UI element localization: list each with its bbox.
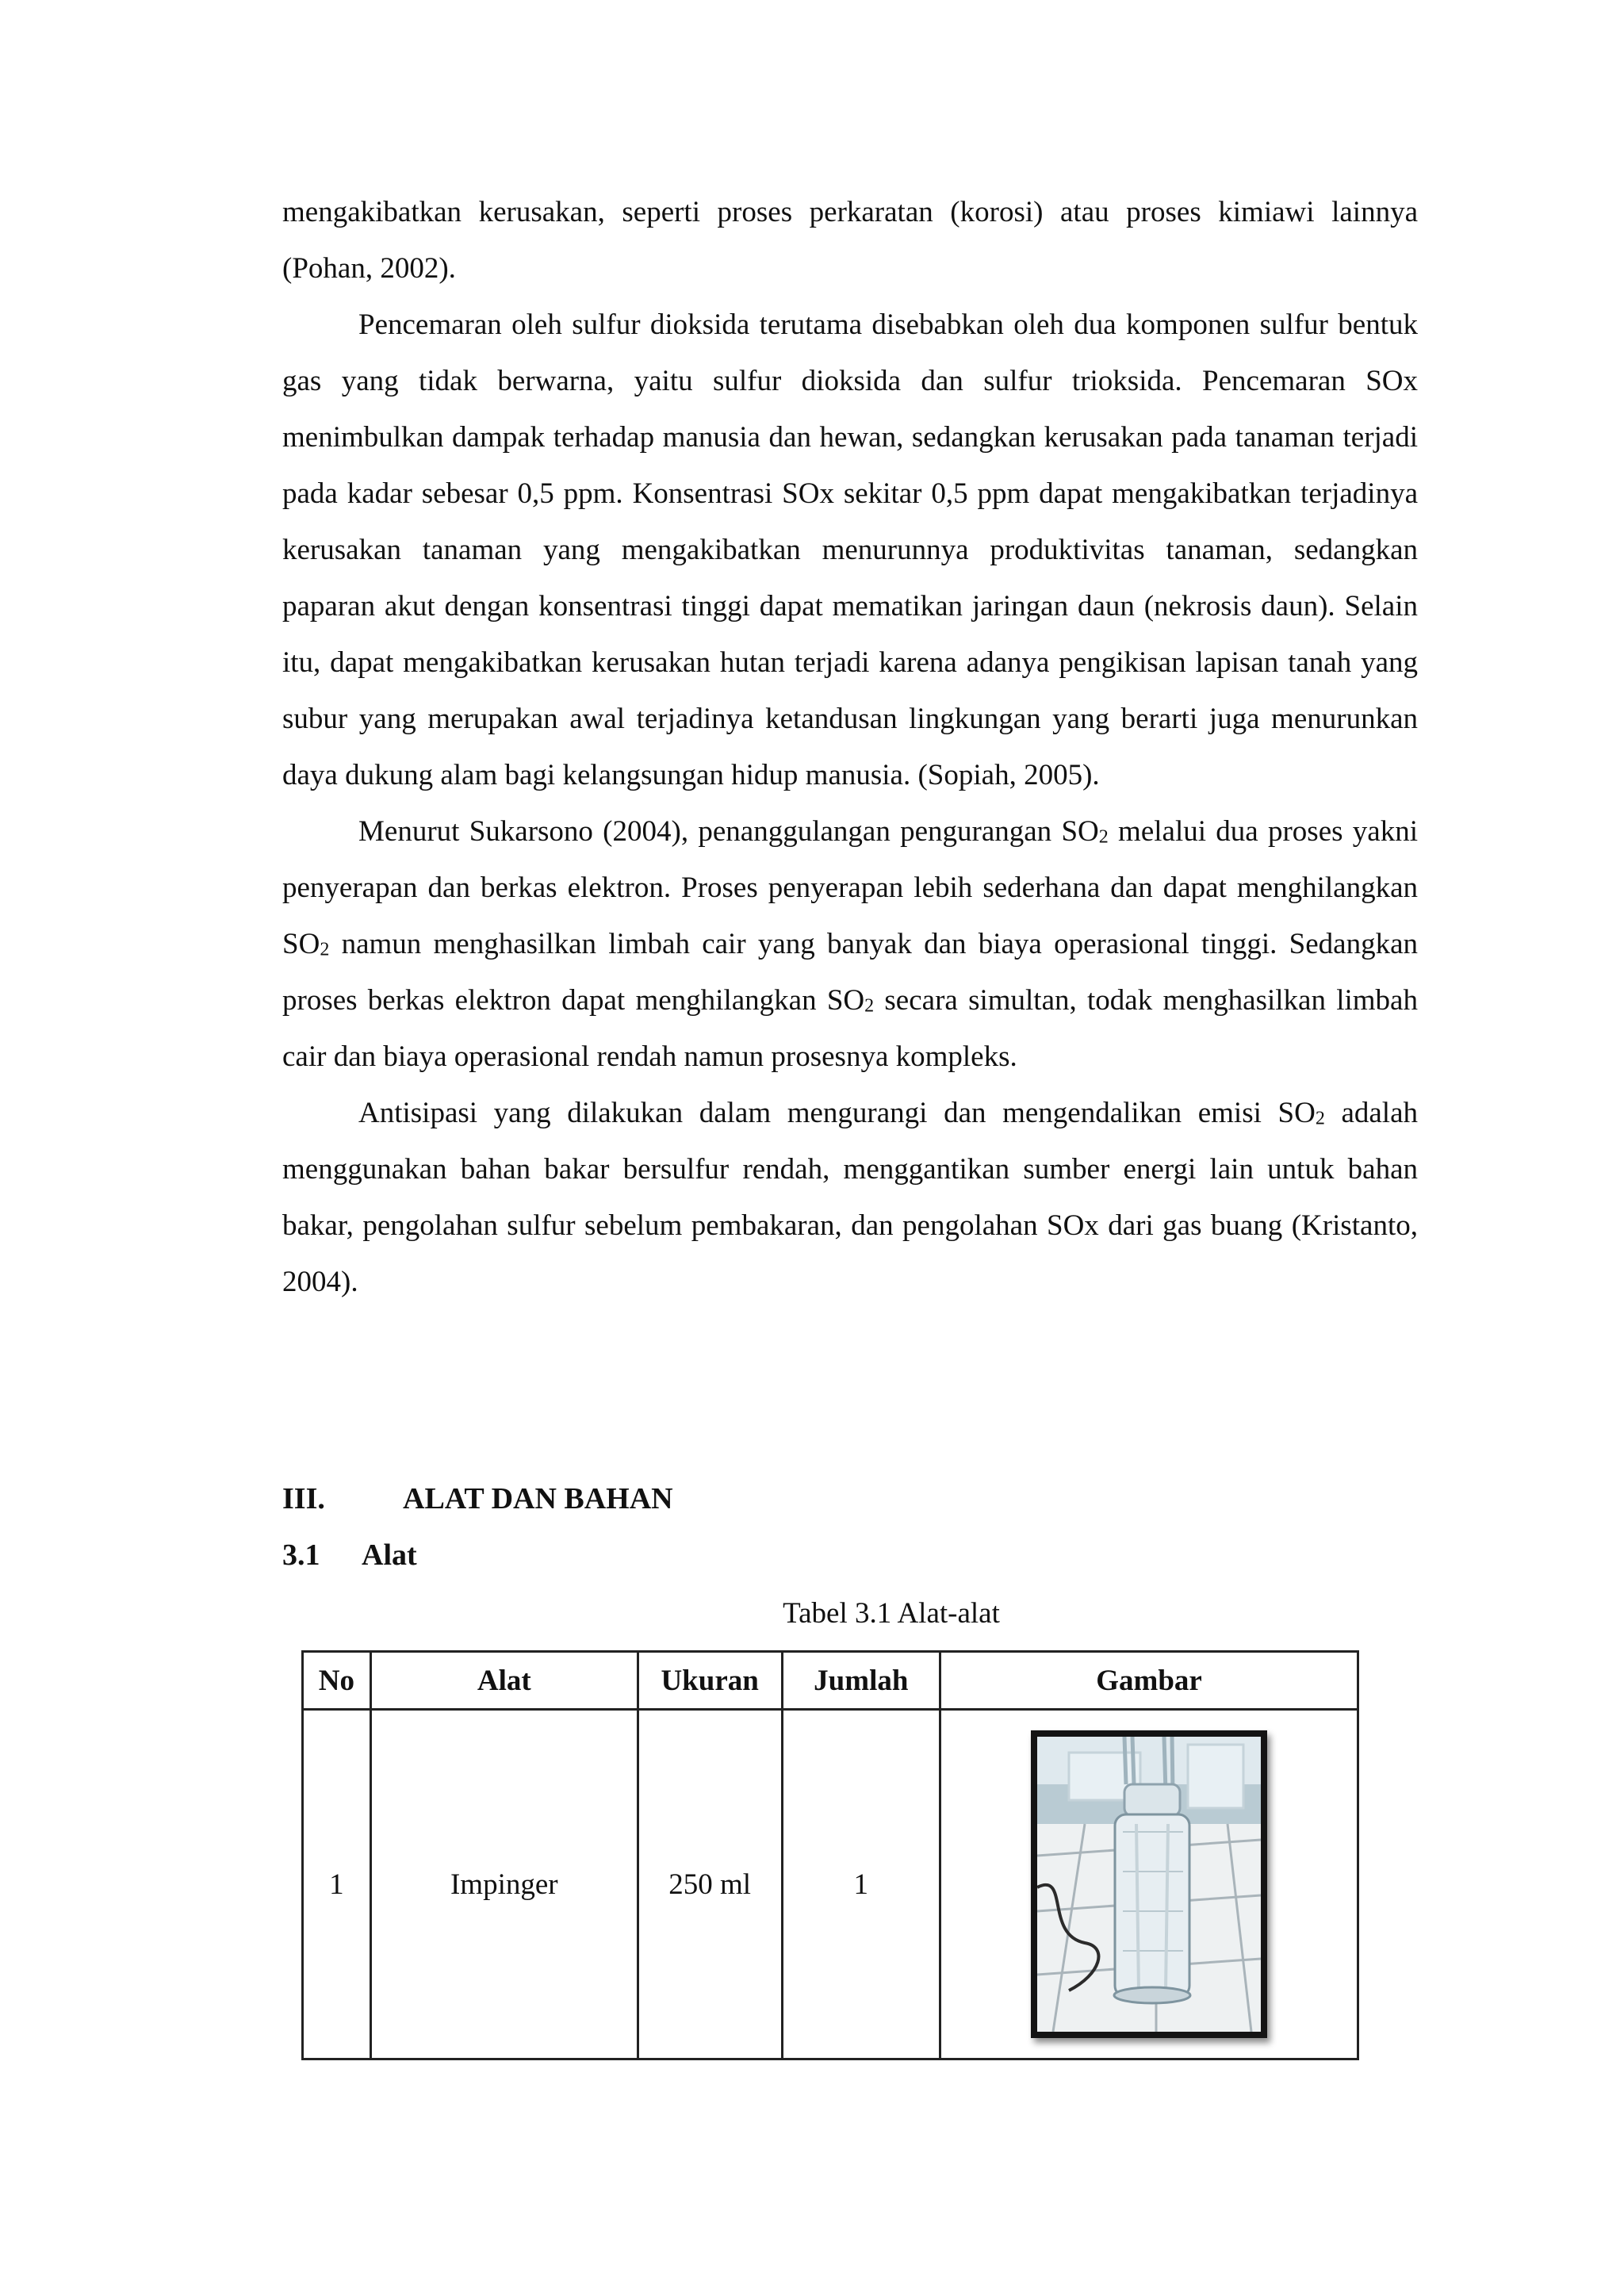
paragraph-4-text: adalah menggunakan bahan bakar bersulfur rendah, menggantikan sumber energi lain untuk bahan bakar, pengolahan sulfur sebelum pembakaran, dan pengolahan SOx dari gas buang (Kristanto, 2004). bbox=[282, 1097, 1418, 1298]
paragraph-3-text: secara simultan, todak menghasilkan limbah cair dan biaya operasional rendah namun prosesnya kompleks. bbox=[282, 984, 1418, 1073]
paragraph-4-text: Antisipasi yang dilakukan dalam mengurangi dan mengendalikan emisi SO bbox=[358, 1097, 1316, 1129]
body-text bbox=[282, 184, 1418, 1310]
subsection-title: Alat bbox=[362, 1538, 417, 1572]
subsection-heading bbox=[282, 1538, 417, 1573]
subscript: 2 bbox=[1098, 826, 1109, 848]
impinger-photo bbox=[1031, 1730, 1267, 2038]
cell-jumlah: 1 bbox=[782, 1710, 940, 2059]
header-alat: Alat bbox=[370, 1652, 638, 1710]
table-caption: Tabel 3.1 Alat-alat bbox=[783, 1597, 1000, 1630]
section-title: ALAT DAN BAHAN bbox=[403, 1482, 673, 1515]
cell-gambar bbox=[940, 1710, 1358, 2059]
paragraph-3-text: namun menghasilkan limbah cair yang banyak dan biaya operasional tinggi. Sedangkan proses berkas elektron dapat menghilangkan SO bbox=[282, 928, 1418, 1017]
cell-ukuran: 250 ml bbox=[638, 1710, 782, 2059]
subscript: 2 bbox=[320, 939, 330, 960]
paragraph-2: Pencemaran oleh sulfur dioksida terutama disebabkan oleh dua komponen sulfur bentuk gas yang tidak berwarna, yaitu sulfur dioksida dan sulfur trioksida. Pencemaran SOx menimbulkan dampak terhadap manusia dan hewan, sedangkan kerusakan pada tanaman terjadi pada kadar sebesar 0,5 ppm. Konsentrasi SOx sekitar 0,5 ppm dapat mengakibatkan terjadinya kerusakan tanaman yang mengakibatkan menurunnya produktivitas tanaman, sedangkan paparan akut dengan konsentrasi tinggi dapat mematikan jaringan daun (nekrosis daun). Selain itu, dapat mengakibatkan kerusakan hutan terjadi karena adanya pengikisan lapisan tanah yang subur yang merupakan awal terjadinya ketandusan lingkungan yang berarti juga menurunkan daya dukung alam bagi kelangsungan hidup manusia. (Sopiah, 2005). bbox=[282, 308, 1418, 791]
header-gambar: Gambar bbox=[940, 1652, 1358, 1710]
cell-alat: Impinger bbox=[370, 1710, 638, 2059]
tools-table bbox=[301, 1650, 1359, 2060]
section-number: III. bbox=[282, 1482, 325, 1515]
header-jumlah: Jumlah bbox=[782, 1652, 940, 1710]
paragraph-3 bbox=[282, 803, 1418, 1085]
subscript: 2 bbox=[1315, 1108, 1325, 1129]
table-row bbox=[303, 1710, 1358, 2059]
section-heading bbox=[282, 1481, 673, 1516]
paragraph-1: mengakibatkan kerusakan, seperti proses perkaratan (korosi) atau proses kimiawi lainnya (Pohan, 2002). bbox=[282, 196, 1418, 285]
cell-no: 1 bbox=[303, 1710, 371, 2059]
paragraph-3-text: melalui dua proses yakni penyerapan dan berkas elektron. Proses penyerapan lebih sederhana dan dapat menghilangkan SO bbox=[282, 815, 1418, 960]
paragraph-4 bbox=[282, 1085, 1418, 1310]
subscript: 2 bbox=[864, 995, 875, 1017]
header-ukuran: Ukuran bbox=[638, 1652, 782, 1710]
header-no: No bbox=[303, 1652, 371, 1710]
table-header-row bbox=[303, 1652, 1358, 1710]
paragraph-3-text: Menurut Sukarsono (2004), penanggulangan pengurangan SO bbox=[358, 815, 1099, 848]
subsection-number: 3.1 bbox=[282, 1538, 320, 1572]
